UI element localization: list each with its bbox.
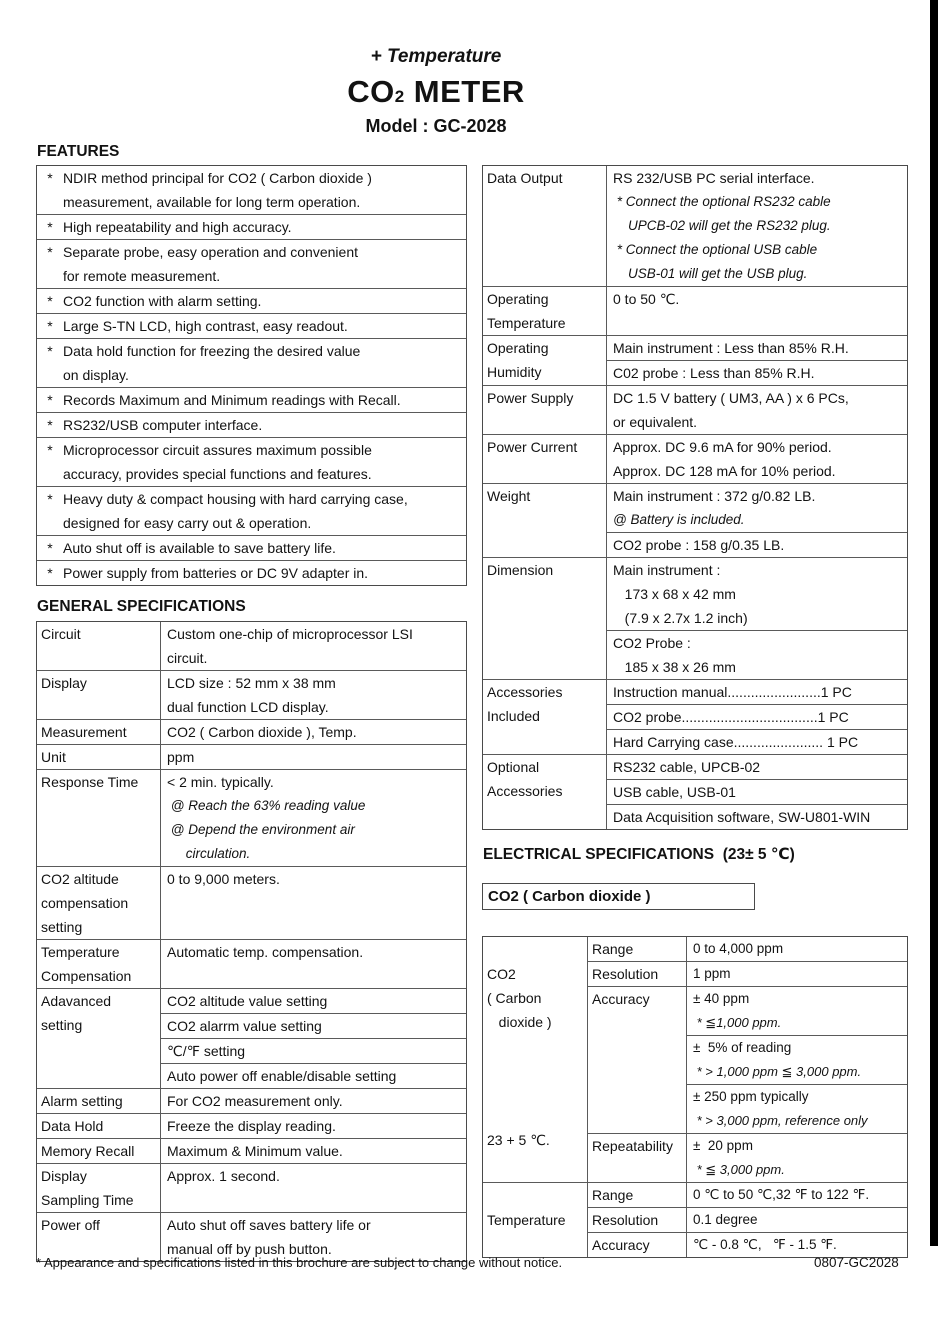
spec-label: Weight (483, 484, 607, 557)
temperature-spec-group (483, 1182, 907, 1257)
feature-line: accuracy, provides special functions and features. (63, 466, 372, 482)
general-specs-heading: GENERAL SPECIFICATIONS (37, 598, 246, 615)
spec-label: Operating Humidity (483, 336, 607, 385)
feature-item (37, 338, 466, 387)
feature-line: designed for easy carry out & operation. (63, 515, 312, 531)
spec-row-resolution (588, 1207, 907, 1232)
param-label: Range (588, 1183, 687, 1207)
spec-row-repeatability (588, 1133, 907, 1182)
spec-row-accessories-included (483, 679, 907, 754)
spec-value: ppm (167, 749, 195, 765)
spec-row-resolution (588, 961, 907, 986)
feature-item (37, 214, 466, 239)
spec-row-circuit (37, 622, 466, 670)
spec-row-data-hold (37, 1113, 466, 1138)
feature-line: High repeatability and high accuracy. (63, 219, 292, 235)
spec-label: Unit (37, 745, 161, 769)
co2-section-box: CO2 ( Carbon dioxide ) (482, 883, 755, 910)
spec-value: Main instrument : 372 g/0.82 LB. @ Battery is included. CO2 probe : 158 g/0.35 LB. (607, 484, 907, 557)
spec-row-temp-compensation (37, 939, 466, 988)
param-value: 0 to 4,000 ppm (693, 941, 784, 956)
param-value: 0.1 degree (693, 1212, 758, 1227)
spec-row-memory-recall (37, 1138, 466, 1163)
spec-label: Display Sampling Time (37, 1164, 161, 1212)
feature-line: Large S-TN LCD, high contrast, easy readout. (63, 318, 348, 334)
spec-value: Instruction manual........................1 PC CO2 probe...................................1 PC Hard Carrying case....................... 1 PC (607, 680, 907, 754)
spec-row-optional-accessories (483, 754, 907, 829)
spec-label: Circuit (37, 622, 161, 670)
spec-label: Response Time (37, 770, 161, 866)
feature-item (37, 412, 466, 437)
spec-row-accuracy (588, 1232, 907, 1257)
feature-bullet: * (47, 491, 53, 507)
feature-bullet: * (47, 343, 53, 359)
title-subscript: 2 (394, 87, 405, 106)
feature-line: CO2 function with alarm setting. (63, 293, 262, 309)
feature-item (37, 387, 466, 412)
spec-value: 0 to 9,000 meters. (167, 871, 280, 887)
spec-value: Custom one-chip of microprocessor LSI circuit. (167, 626, 413, 666)
feature-bullet: * (47, 244, 53, 260)
feature-line: measurement, available for long term operation. (63, 194, 361, 210)
spec-label: CO2 altitude compensation setting (37, 867, 161, 939)
document-code: 0807-GC2028 (814, 1255, 899, 1270)
spec-row-range (588, 937, 907, 961)
spec-row-advanced-setting (37, 988, 466, 1088)
spec-row-display (37, 670, 466, 719)
spec-row-sampling-time (37, 1163, 466, 1212)
spec-label: Accessories Included (483, 680, 607, 754)
spec-row-unit (37, 744, 466, 769)
feature-line: Heavy duty & compact housing with hard carrying case, (63, 491, 408, 507)
feature-item (37, 560, 466, 585)
param-label: Repeatability (588, 1134, 687, 1182)
spec-value: Approx. 1 second. (167, 1168, 280, 1184)
spec-row-accuracy (588, 986, 907, 1133)
spec-value: 0 to 50 ℃. (613, 291, 680, 307)
co2-spec-group (483, 937, 907, 1182)
spec-row-operating-humidity (483, 335, 907, 385)
spec-value: Main instrument : Less than 85% R.H. C02 probe : Less than 85% R.H. (607, 336, 907, 385)
spec-label: Measurement (37, 720, 161, 744)
param-value: ℃ - 0.8 ℃, ℉ - 1.5 ℉. (693, 1237, 837, 1252)
spec-label: Adavanced setting (37, 989, 161, 1088)
feature-line: Auto shut off is available to save battery life. (63, 540, 336, 556)
spec-label: Power Current (483, 435, 607, 483)
param-label: Range (588, 937, 687, 961)
footer-note: * Appearance and specifications listed in this brochure are subject to change without notice. (36, 1255, 563, 1270)
spec-value: For CO2 measurement only. (167, 1093, 343, 1109)
feature-line: for remote measurement. (63, 268, 221, 284)
electrical-specs-table (482, 936, 908, 1258)
feature-line: RS232/USB computer interface. (63, 417, 263, 433)
spec-value: Auto shut off saves battery life or manual off by push button. (167, 1217, 371, 1257)
feature-item (37, 535, 466, 560)
header-subtitle: + Temperature (370, 46, 502, 67)
spec-value: LCD size : 52 mm x 38 mm dual function LCD display. (167, 675, 336, 715)
spec-row-alarm-setting (37, 1088, 466, 1113)
spec-label: Memory Recall (37, 1139, 161, 1163)
spec-row-co2-altitude (37, 866, 466, 939)
specs-continuation-table (482, 165, 908, 830)
page-title: CO2 METER (347, 74, 525, 109)
general-specs-table (36, 621, 467, 1262)
feature-bullet: * (47, 540, 53, 556)
spec-label: Temperature Compensation (37, 940, 161, 988)
spec-label: Data Hold (37, 1114, 161, 1138)
spec-value: Maximum & Minimum value. (167, 1143, 343, 1159)
spec-label: Power Supply (483, 386, 607, 434)
model-number: Model : GC-2028 (365, 116, 507, 136)
feature-bullet: * (47, 293, 53, 309)
param-label: Resolution (588, 962, 687, 986)
spec-value: CO2 altitude value setting CO2 alarrm value setting ℃/℉ setting Auto power off enable/disable setting (161, 989, 466, 1088)
feature-bullet: * (47, 417, 53, 433)
group-label-co2: CO2 ( Carbon dioxide ) 23 + 5 ℃. (483, 937, 588, 1182)
feature-line: Data hold function for freezing the desired value (63, 343, 361, 359)
spec-label: Power off (37, 1213, 161, 1261)
spec-label: Operating Temperature (483, 287, 607, 335)
spec-row-power-current (483, 434, 907, 483)
spec-label: Dimension (483, 558, 607, 679)
feature-bullet: * (47, 219, 53, 235)
spec-label: Optional Accessories (483, 755, 607, 829)
spec-value: RS 232/USB PC serial interface. * Connect the optional RS232 cable UPCB-02 will get the RS232 plug. * Connect the optional USB cable USB-01 will get the USB plug. (613, 170, 831, 281)
feature-bullet: * (47, 170, 53, 186)
spec-value: Main instrument : 173 x 68 x 42 mm (7.9 x 2.7x 1.2 inch) CO2 Probe : 185 x 38 x 26 mm (607, 558, 907, 679)
feature-item (37, 288, 466, 313)
spec-label: Data Output (483, 166, 607, 286)
spec-row-response-time (37, 769, 466, 866)
feature-line: Separate probe, easy operation and convenient (63, 244, 358, 260)
spec-row-power-off (37, 1212, 466, 1261)
param-value: 1 ppm (693, 966, 731, 981)
param-label: Accuracy (588, 987, 687, 1133)
features-table (36, 165, 467, 586)
feature-line: Microprocessor circuit assures maximum possible (63, 442, 372, 458)
spec-row-operating-temperature (483, 286, 907, 335)
feature-bullet: * (47, 442, 53, 458)
feature-item (37, 239, 466, 288)
spec-value: Approx. DC 9.6 mA for 90% period. Approx. DC 128 mA for 10% period. (613, 439, 836, 479)
spec-row-weight (483, 483, 907, 557)
spec-row-dimension (483, 557, 907, 679)
spec-row-measurement (37, 719, 466, 744)
param-label: Accuracy (588, 1233, 687, 1257)
spec-label: Alarm setting (37, 1089, 161, 1113)
spec-value: Freeze the display reading. (167, 1118, 336, 1134)
spec-value: < 2 min. typically. @ Reach the 63% reading value @ Depend the environment air circulation. (167, 774, 366, 861)
electrical-specs-heading: ELECTRICAL SPECIFICATIONS (23± 5 ℃) (483, 846, 795, 863)
spec-value: CO2 ( Carbon dioxide ), Temp. (167, 724, 357, 740)
spec-row-power-supply (483, 385, 907, 434)
feature-line: on display. (63, 367, 129, 383)
feature-item (37, 486, 466, 535)
group-label-temperature: Temperature (483, 1183, 588, 1257)
feature-line: Power supply from batteries or DC 9V adapter in. (63, 565, 369, 581)
spec-value: Automatic temp. compensation. (167, 944, 364, 960)
spec-value: DC 1.5 V battery ( UM3, AA ) x 6 PCs, or equivalent. (613, 390, 849, 430)
spec-label: Display (37, 671, 161, 719)
feature-bullet: * (47, 318, 53, 334)
param-value: ± 20 ppm * ≦ 3,000 ppm. (693, 1138, 785, 1177)
spec-row-range (588, 1183, 907, 1207)
scan-edge-artifact (930, 0, 938, 1246)
feature-line: NDIR method principal for CO2 ( Carbon dioxide ) (63, 170, 372, 186)
feature-item (37, 437, 466, 486)
features-heading: FEATURES (37, 143, 120, 160)
feature-bullet: * (47, 565, 53, 581)
feature-item (37, 313, 466, 338)
param-value: 0 ℃ to 50 ℃,32 ℉ to 122 ℉. (693, 1187, 870, 1202)
param-label: Resolution (588, 1208, 687, 1232)
feature-item (37, 166, 466, 214)
param-value: ± 40 ppm * ≦1,000 ppm. ± 5% of reading * > 1,000 ppm ≦ 3,000 ppm. ± 250 ppm typically * > 3,000 ppm, reference only (687, 987, 907, 1133)
spec-value: RS232 cable, UPCB-02 USB cable, USB-01 Data Acquisition software, SW-U801-WIN (607, 755, 907, 829)
spec-row-data-output (483, 166, 907, 286)
feature-bullet: * (47, 392, 53, 408)
feature-line: Records Maximum and Minimum readings with Recall. (63, 392, 401, 408)
